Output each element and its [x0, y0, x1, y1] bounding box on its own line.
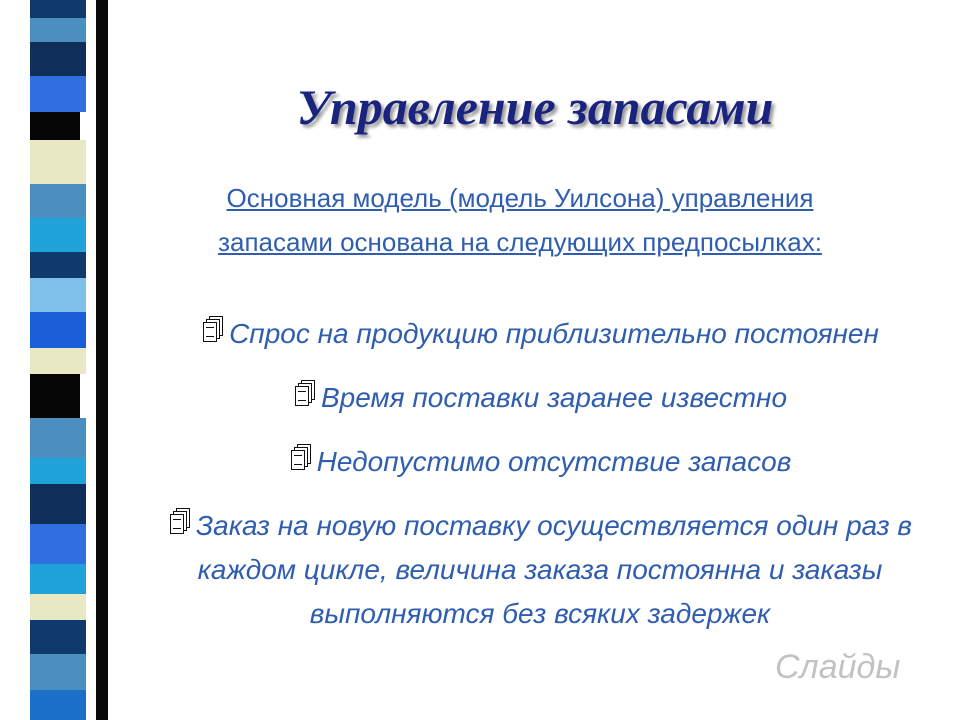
stripe	[30, 564, 86, 594]
stacked-pages-icon	[201, 316, 225, 346]
stripe	[30, 140, 86, 184]
bullet-item	[160, 312, 920, 356]
bullet-list	[160, 312, 920, 636]
stripe	[30, 278, 86, 312]
stripe	[30, 524, 86, 564]
stacked-pages-icon	[289, 444, 313, 474]
stripe	[30, 484, 86, 524]
stripe	[30, 18, 86, 42]
stripe	[30, 42, 86, 76]
stripe	[30, 458, 86, 484]
stripe	[30, 654, 86, 690]
bullet-text: Недопустимо отсутствие запасов	[316, 446, 792, 477]
slide-title: Управление запасами	[296, 79, 774, 135]
bullet-text: Заказ на новую поставку осуществляется один раз в каждом цикле, величина заказа постоянна и заказы выполняются без всяких задержек	[195, 510, 913, 629]
stripe	[30, 620, 86, 654]
bullet-text: Время поставки заранее известно	[320, 382, 788, 413]
stripe	[30, 418, 86, 458]
bullet-item	[160, 504, 920, 636]
stripe	[30, 312, 86, 348]
stacked-pages-icon	[293, 380, 317, 410]
bullet-item	[160, 440, 920, 484]
bullet-item	[160, 376, 920, 420]
stripe	[30, 348, 86, 374]
stacked-pages-icon	[168, 508, 192, 538]
stripe	[30, 374, 80, 418]
watermark: Слайды	[775, 648, 901, 686]
stripe	[30, 218, 86, 252]
bullet-text: Спрос на продукцию приблизительно постоянен	[229, 318, 879, 349]
stripe	[30, 0, 86, 18]
vertical-divider-line	[96, 0, 108, 720]
stripe	[30, 184, 86, 218]
decorative-stripe-bar	[30, 0, 86, 720]
slide-subtitle: Основная модель (модель Уилсона) управления запасами основана на следующих предпосылках:	[218, 183, 822, 257]
stripe	[30, 112, 80, 140]
stripe	[30, 690, 86, 720]
stripe	[30, 252, 86, 278]
stripe	[30, 76, 86, 112]
stripe	[30, 594, 86, 620]
